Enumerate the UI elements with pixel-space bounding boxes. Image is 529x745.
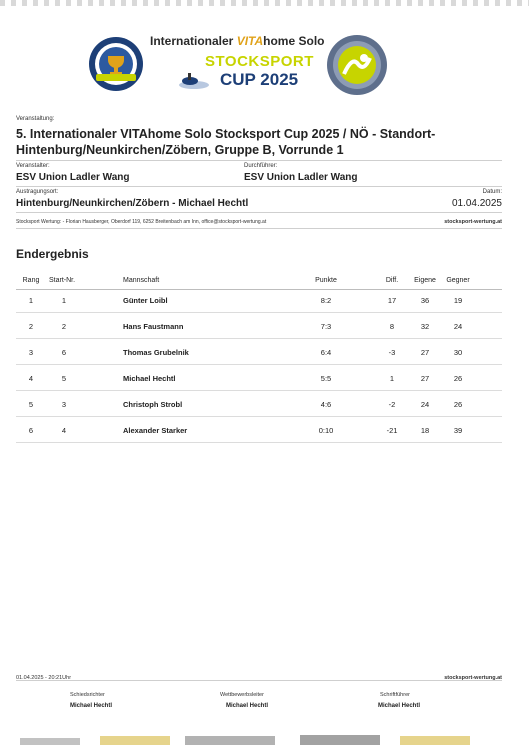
sig-role-wettbewerbsleiter: Wettbewerbsleiter [220,692,264,698]
austragungsort-value: Hintenburg/Neunkirchen/Zöbern - Michael Hechtl [16,198,249,209]
cell-rang: 4 [28,374,34,383]
row-divider [16,364,502,365]
cell-mannschaft: Günter Loibl [123,296,168,305]
cell-punkte: 7:3 [320,322,332,331]
col-diff: Diff. [385,277,399,284]
divider [16,160,502,161]
header-underline [16,289,502,290]
veranstalter-label: Veranstalter: [16,163,50,169]
section-title: Endergebnis [16,247,89,261]
divider [16,228,502,229]
row-divider [16,312,502,313]
cell-eigene: 32 [420,322,430,331]
cell-punkte: 6:4 [320,348,332,357]
cell-punkte: 0:10 [318,426,334,435]
cell-rang: 5 [28,400,34,409]
cell-mannschaft: Christoph Strobl [123,400,183,409]
cell-diff: -2 [388,400,396,409]
cell-eigene: 18 [420,426,430,435]
cell-start-nr: 4 [61,426,67,435]
austragungsort-label: Austragungsort: [16,189,59,195]
cell-rang: 2 [28,322,34,331]
scan-edge-artifact [0,0,529,6]
cell-start-nr: 3 [61,400,67,409]
divider [16,186,502,187]
col-rang: Rang [22,277,40,284]
cell-mannschaft: Michael Hechtl [123,374,176,383]
cell-diff: 17 [387,296,397,305]
cell-rang: 6 [28,426,34,435]
cell-gegner: 26 [453,374,463,383]
footer-timestamp: 01.04.2025 - 20:21Uhr [16,675,72,681]
website-link[interactable]: stocksport-wertung.at [444,219,502,225]
stocksport-wordmark: STOCKSPORT [205,53,314,70]
cell-punkte: 4:6 [320,400,332,409]
sponsor-band-artifact [0,730,529,745]
durchfuehrer-value: ESV Union Ladler Wang [244,172,358,183]
row-divider [16,338,502,339]
veranstaltung-label: Veranstaltung: [16,116,55,122]
veranstalter-value: ESV Union Ladler Wang [16,172,130,183]
cell-eigene: 27 [420,348,430,357]
cell-punkte: 8:2 [320,296,332,305]
divider [16,212,502,213]
cell-gegner: 24 [453,322,463,331]
row-divider [16,390,502,391]
row-divider [16,416,502,417]
cup-year-wordmark: CUP 2025 [220,70,299,89]
cell-rang: 1 [28,296,34,305]
sig-role-schiedsrichter: Schiedsrichter [70,692,105,698]
datum-label: Datum: [482,189,502,195]
cell-eigene: 27 [420,374,430,383]
cell-gegner: 39 [453,426,463,435]
sig-name-schriftfuehrer: Michael Hechtl [378,703,421,709]
sig-name-schiedsrichter: Michael Hechtl [70,703,113,709]
col-gegner: Gegner [446,277,470,284]
cell-mannschaft: Hans Faustmann [123,322,184,331]
cell-gegner: 26 [453,400,463,409]
cell-punkte: 5:5 [320,374,332,383]
header-banner [0,24,529,106]
col-punkte: Punkte [315,277,337,284]
event-title: 5. Internationaler VITAhome Solo Stocksport Cup 2025 / NÖ - Standort-Hintenburg/Neunkirchen/Zöbern, Gruppe B, Vorrunde 1 [16,127,436,157]
cell-start-nr: 6 [61,348,67,357]
cell-start-nr: 5 [61,374,67,383]
cell-diff: -3 [388,348,396,357]
cell-diff: 1 [389,374,395,383]
col-mannschaft: Mannschaft [123,277,160,284]
cell-mannschaft: Thomas Grubelnik [123,348,189,357]
datum-value: 01.04.2025 [451,198,502,209]
col-start-nr: Start-Nr. [49,277,76,284]
cell-diff: -21 [386,426,398,435]
header-title: Internationaler VITAhome Solo [150,34,325,48]
cell-start-nr: 2 [61,322,67,331]
col-eigene: Eigene [414,277,436,284]
cell-gegner: 30 [453,348,463,357]
cell-gegner: 19 [453,296,463,305]
curling-stone-icon [176,70,212,90]
cell-diff: 8 [389,322,395,331]
sig-role-schriftfuehrer: Schriftführer [380,692,410,698]
cell-eigene: 24 [420,400,430,409]
club-logo-right-icon [326,34,388,96]
row-divider [16,442,502,443]
cell-start-nr: 1 [61,296,67,305]
durchfuehrer-label: Durchführer: [244,163,278,169]
wertung-credit: Stocksport Wertung: - Florian Hausberger, Oberdorf 119, 6252 Breitenbach am Inn, office@stocksport-wertung.at [16,219,267,225]
cell-eigene: 36 [420,296,430,305]
cell-rang: 3 [28,348,34,357]
sig-name-wettbewerbsleiter: Michael Hechtl [226,703,269,709]
footer-website-link[interactable]: stocksport-wertung.at [444,675,502,681]
cup-logo-left-icon [88,36,144,92]
cell-mannschaft: Alexander Starker [123,426,188,435]
